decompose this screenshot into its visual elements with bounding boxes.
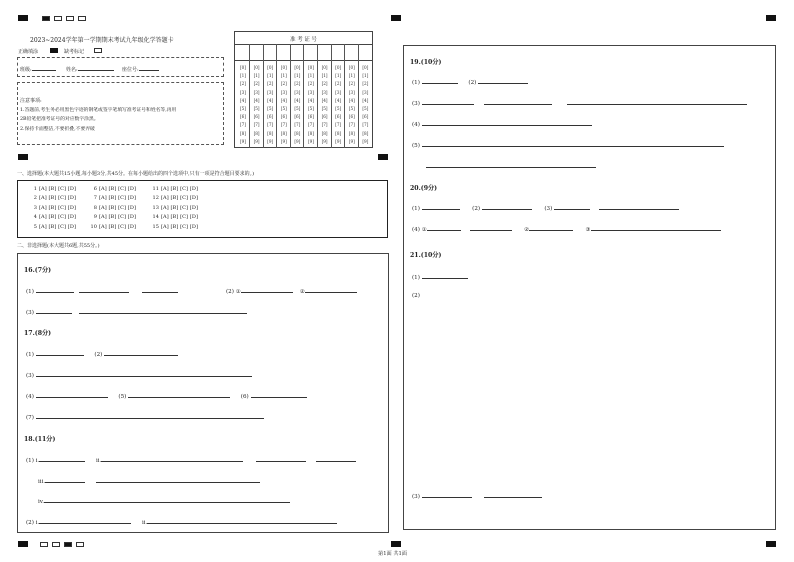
exam-id-bubble[interactable]: [0] xyxy=(267,65,274,70)
notice-line: 1.答题前,考生务必用黑色字迹的钢笔或签字笔填写准考证号和姓名等,再用 xyxy=(20,108,177,113)
q19-part1[interactable]: (1) (2) xyxy=(412,78,528,86)
alignment-mark xyxy=(766,15,776,21)
exam-id-bubble[interactable]: [6] xyxy=(253,114,260,120)
exam-id-bubble[interactable]: [2] xyxy=(280,81,287,87)
mc-question-row[interactable] xyxy=(30,186,76,192)
mc-options[interactable]: [A] [B] [C] [D] xyxy=(39,204,76,211)
exam-id-bubble[interactable]: [2] xyxy=(267,81,274,87)
exam-id-bubble[interactable]: [5] xyxy=(253,106,260,112)
exam-id-bubble[interactable]: [5] xyxy=(362,106,369,112)
exam-id-digit-column[interactable] xyxy=(346,64,358,146)
q20-part1[interactable]: (1) (2) (3) xyxy=(412,204,679,212)
exam-id-bubble[interactable]: [7] xyxy=(308,122,314,128)
seat-label: 座位号: xyxy=(122,67,139,73)
exam-id-bubble[interactable]: [5] xyxy=(335,106,342,112)
page-marker xyxy=(40,542,48,547)
exam-id-bubble[interactable]: [4] xyxy=(348,97,355,103)
mc-question-number: 10 xyxy=(90,223,97,230)
exam-id-digit-column[interactable] xyxy=(237,64,249,146)
exam-id-bubble[interactable]: [8] xyxy=(294,130,301,136)
exam-id-bubble[interactable]: [3] xyxy=(348,89,355,95)
exam-id-bubble[interactable]: [3] xyxy=(308,89,314,95)
q19-part5-line2[interactable] xyxy=(426,162,596,170)
page-marker xyxy=(76,542,84,547)
correct-fill-sample xyxy=(50,48,58,53)
exam-id-bubble[interactable]: [7] xyxy=(335,122,342,128)
mc-options[interactable]: [A] [B] [C] [D] xyxy=(99,214,136,221)
alignment-mark xyxy=(391,541,401,547)
mc-question-row[interactable] xyxy=(30,224,76,230)
exam-id-digit-column[interactable] xyxy=(305,64,317,146)
exam-id-bubble[interactable]: [6] xyxy=(280,114,287,120)
mc-options[interactable]: [A] [B] [C] [D] xyxy=(39,195,76,202)
q19-part5[interactable]: (5) xyxy=(412,141,724,149)
exam-id-bubble[interactable]: [6] xyxy=(321,114,328,120)
q21-part1[interactable]: (1) xyxy=(412,273,468,281)
exam-id-title: 准 考 证 号 xyxy=(290,37,317,43)
exam-id-bubble[interactable]: [5] xyxy=(348,106,355,112)
notice-box xyxy=(17,82,224,145)
exam-id-bubble[interactable]: [8] xyxy=(240,130,246,136)
exam-id-bubble[interactable]: [1] xyxy=(348,73,355,79)
exam-id-bubble[interactable]: [7] xyxy=(253,122,260,128)
exam-id-bubble[interactable]: [8] xyxy=(280,130,287,136)
q20-heading: 20.(9分) xyxy=(410,185,438,192)
mc-question-row[interactable] xyxy=(152,195,198,201)
exam-id-bubble[interactable]: [4] xyxy=(335,97,342,103)
exam-id-bubble[interactable]: [9] xyxy=(321,138,328,144)
notice-line: 2.保持卡面整洁,不要折叠,不要弄破 xyxy=(20,127,95,132)
exam-id-bubble[interactable]: [5] xyxy=(321,106,328,112)
exam-id-bubble[interactable]: [3] xyxy=(294,89,301,95)
section2-title: 二、非选择题(本大题共6题,共55分。) xyxy=(17,243,100,249)
class-field[interactable] xyxy=(20,65,56,73)
exam-id-bubble[interactable]: [9] xyxy=(253,138,260,144)
exam-id-bubble[interactable]: [4] xyxy=(294,97,301,103)
exam-id-bubble[interactable]: [2] xyxy=(321,81,328,87)
mc-options[interactable]: [A] [B] [C] [D] xyxy=(161,214,198,221)
name-label: 姓名: xyxy=(66,67,78,73)
mc-question-row[interactable] xyxy=(90,186,136,192)
exam-id-bubble[interactable]: [1] xyxy=(280,73,287,79)
exam-id-bubble[interactable]: [5] xyxy=(267,106,274,112)
q18-part2[interactable]: (2) i. ii. xyxy=(26,518,337,526)
exam-id-bubble[interactable]: [8] xyxy=(335,130,342,136)
exam-id-bubble[interactable]: [9] xyxy=(240,138,246,144)
notice-title: 注意事项: xyxy=(20,98,42,104)
exam-id-bubble[interactable]: [7] xyxy=(240,122,246,128)
exam-id-bubble[interactable]: [9] xyxy=(267,138,274,144)
exam-id-bubble[interactable]: [9] xyxy=(280,138,287,144)
exam-id-bubble[interactable]: [1] xyxy=(362,73,369,79)
mc-question-number: 12 xyxy=(152,195,159,202)
exam-id-bubble[interactable]: [4] xyxy=(321,97,328,103)
exam-id-digit-column[interactable] xyxy=(332,64,344,146)
exam-id-digit-column[interactable] xyxy=(264,64,276,146)
mc-options[interactable]: [A] [B] [C] [D] xyxy=(99,195,136,202)
absent-label: 缺考标记 xyxy=(64,49,85,55)
q17-part1[interactable]: (1) (2) xyxy=(26,350,178,358)
exam-id-bubble[interactable]: [3] xyxy=(335,89,342,95)
exam-id-digit-column[interactable] xyxy=(251,64,263,146)
exam-id-bubble[interactable]: [4] xyxy=(240,97,246,103)
class-label: 班级: xyxy=(20,67,32,73)
q16-heading: 16.(7分) xyxy=(24,267,52,274)
q17-part7[interactable]: (7) xyxy=(26,413,264,421)
exam-id-bubble[interactable]: [1] xyxy=(240,73,246,79)
exam-id-bubble[interactable]: [5] xyxy=(240,106,246,112)
exam-id-bubble[interactable]: [7] xyxy=(321,122,328,128)
exam-id-bubble[interactable]: [8] xyxy=(267,130,274,136)
alignment-mark xyxy=(391,15,401,21)
exam-id-bubble[interactable]: [9] xyxy=(308,138,314,144)
mc-options[interactable]: [A] [B] [C] [D] xyxy=(161,204,198,211)
exam-id-bubble[interactable]: [0] xyxy=(308,65,314,70)
exam-id-digit-column[interactable] xyxy=(291,64,303,146)
exam-id-bubble[interactable]: [7] xyxy=(267,122,274,128)
exam-id-bubble[interactable]: [8] xyxy=(321,130,328,136)
exam-id-bubble[interactable]: [7] xyxy=(294,122,301,128)
exam-id-bubble[interactable]: [1] xyxy=(321,73,328,79)
exam-id-bubble[interactable]: [9] xyxy=(348,138,355,144)
exam-id-digit-column[interactable] xyxy=(278,64,290,146)
exam-id-bubble[interactable]: [1] xyxy=(308,73,314,79)
exam-id-bubble[interactable]: [0] xyxy=(240,65,246,70)
q16-part1[interactable]: (1) xyxy=(26,287,178,295)
mc-options[interactable]: [A] [B] [C] [D] xyxy=(39,186,76,192)
alignment-mark xyxy=(18,15,28,21)
exam-id-bubble[interactable]: [9] xyxy=(362,138,369,144)
exam-id-bubble[interactable]: [4] xyxy=(362,97,369,103)
exam-id-digit-column[interactable] xyxy=(319,64,331,146)
card-title: 2023~2024学年第一学期期末考试九年级化学答题卡 xyxy=(30,37,174,44)
exam-id-bubble[interactable]: [2] xyxy=(348,81,355,87)
mc-question-row[interactable] xyxy=(90,224,136,230)
exam-id-bubble[interactable]: [2] xyxy=(308,81,314,87)
page-marker-filled xyxy=(42,16,50,21)
absent-checkbox[interactable] xyxy=(94,48,102,53)
q17-part3[interactable]: (3) xyxy=(26,371,252,379)
exam-id-bubble[interactable]: [0] xyxy=(321,65,328,70)
exam-id-bubble[interactable]: [8] xyxy=(348,130,355,136)
exam-id-bubble[interactable]: [3] xyxy=(280,89,287,95)
q18-part1-iii[interactable]: iii. xyxy=(38,477,260,485)
exam-id-bubble[interactable]: [4] xyxy=(267,97,274,103)
mc-options[interactable]: [A] [B] [C] [D] xyxy=(99,223,136,230)
q19-part4[interactable]: (4) xyxy=(412,120,592,128)
mc-question-number: 5 xyxy=(33,223,37,230)
exam-id-bubble[interactable]: [4] xyxy=(308,97,314,103)
q18-part1-iv[interactable]: iv. xyxy=(38,497,290,505)
exam-id-bubble[interactable]: [5] xyxy=(308,106,314,112)
q18-part1[interactable]: (1) i. ii. xyxy=(26,456,356,464)
mc-question-number: 2 xyxy=(33,195,37,202)
exam-id-bubble[interactable]: [7] xyxy=(348,122,355,128)
exam-id-bubble[interactable]: [2] xyxy=(335,81,342,87)
exam-id-bubble[interactable]: [8] xyxy=(362,130,369,136)
exam-id-bubble[interactable]: [6] xyxy=(294,114,301,120)
exam-id-bubble[interactable]: [8] xyxy=(308,130,314,136)
exam-id-bubble[interactable]: [5] xyxy=(280,106,287,112)
exam-id-bubble[interactable]: [9] xyxy=(294,138,301,144)
mc-question-row[interactable] xyxy=(30,205,76,211)
mc-question-row[interactable] xyxy=(152,224,198,230)
exam-id-bubble[interactable]: [4] xyxy=(280,97,287,103)
mc-question-row[interactable] xyxy=(90,214,136,220)
mc-question-number: 1 xyxy=(33,186,37,192)
exam-id-bubble[interactable]: [6] xyxy=(335,114,342,120)
q17-part4[interactable]: (4) (5) (6) xyxy=(26,392,307,400)
name-field[interactable] xyxy=(66,65,114,73)
mc-question-row[interactable] xyxy=(152,205,198,211)
exam-id-bubble[interactable]: [6] xyxy=(267,114,274,120)
q21-heading: 21.(10分) xyxy=(410,252,442,259)
alignment-mark xyxy=(766,541,776,547)
exam-id-bubble[interactable]: [1] xyxy=(294,73,301,79)
exam-id-bubble[interactable]: [3] xyxy=(253,89,260,95)
mc-question-number: 7 xyxy=(93,195,97,202)
mc-question-row[interactable] xyxy=(90,195,136,201)
q21-part2: (2) xyxy=(412,293,420,299)
q20-part4[interactable]: (4) ① ② ③ xyxy=(412,225,721,233)
q16-part3[interactable]: (3) xyxy=(26,308,247,316)
mc-question-number: 6 xyxy=(93,186,97,192)
exam-id-bubble[interactable]: [3] xyxy=(321,89,328,95)
mc-question-number: 13 xyxy=(152,204,159,211)
exam-id-bubble[interactable]: [8] xyxy=(253,130,260,136)
q17-heading: 17.(8分) xyxy=(24,330,52,337)
exam-id-bubble[interactable]: [1] xyxy=(335,73,342,79)
mc-options[interactable]: [A] [B] [C] [D] xyxy=(161,186,198,192)
mc-options[interactable]: [A] [B] [C] [D] xyxy=(39,223,76,230)
exam-id-bubble[interactable]: [0] xyxy=(253,65,260,70)
exam-id-bubble[interactable]: [2] xyxy=(240,81,246,87)
page-marker xyxy=(52,542,60,547)
mc-question-row[interactable] xyxy=(90,205,136,211)
exam-id-bubble[interactable]: [2] xyxy=(294,81,301,87)
exam-id-bubble[interactable]: [6] xyxy=(362,114,369,120)
mc-question-row[interactable] xyxy=(30,195,76,201)
exam-id-bubble[interactable]: [2] xyxy=(362,81,369,87)
mc-question-number: 9 xyxy=(93,214,97,221)
mc-question-row[interactable] xyxy=(30,214,76,220)
page-marker-filled xyxy=(64,542,72,547)
exam-id-bubble[interactable]: [6] xyxy=(348,114,355,120)
exam-id-bubble[interactable]: [3] xyxy=(362,89,369,95)
mc-options[interactable]: [A] [B] [C] [D] xyxy=(99,204,136,211)
exam-id-bubble[interactable]: [0] xyxy=(362,65,369,70)
q16-part2[interactable]: (2) ① ② xyxy=(226,287,357,295)
page-number: 第1面 共1面 xyxy=(378,551,407,557)
mc-question-number: 11 xyxy=(152,186,159,192)
exam-id-bubble[interactable]: [1] xyxy=(253,73,260,79)
mc-question-number: 14 xyxy=(152,214,159,221)
exam-id-digit-column[interactable] xyxy=(359,64,371,146)
seat-field[interactable] xyxy=(122,65,159,73)
q18-heading: 18.(11分) xyxy=(24,436,56,443)
mc-question-row[interactable] xyxy=(152,186,198,192)
exam-id-bubble[interactable]: [7] xyxy=(280,122,287,128)
exam-id-bubble[interactable]: [0] xyxy=(348,65,355,70)
mc-question-number: 15 xyxy=(152,223,159,230)
mc-question-row[interactable] xyxy=(152,214,198,220)
q21-part3[interactable]: (3) xyxy=(412,492,542,500)
mc-options[interactable]: [A] [B] [C] [D] xyxy=(39,214,76,221)
exam-id-bubble[interactable]: [3] xyxy=(267,89,274,95)
mc-question-number: 8 xyxy=(93,204,97,211)
mc-options[interactable]: [A] [B] [C] [D] xyxy=(99,186,136,192)
notice-line: 2B铅笔把准考证号的对应数字涂黑。 xyxy=(20,117,99,122)
exam-id-bubble[interactable]: [6] xyxy=(308,114,314,120)
exam-id-bubble[interactable]: [4] xyxy=(253,97,260,103)
alignment-mark xyxy=(378,154,388,160)
q19-heading: 19.(10分) xyxy=(410,59,442,66)
mc-question-number: 4 xyxy=(33,214,37,221)
page-marker xyxy=(66,16,74,21)
mc-options[interactable]: [A] [B] [C] [D] xyxy=(161,195,198,202)
exam-id-bubble[interactable]: [1] xyxy=(267,73,274,79)
page-marker xyxy=(54,16,62,21)
alignment-mark xyxy=(18,541,28,547)
page-marker xyxy=(78,16,86,21)
exam-id-bubble[interactable]: [7] xyxy=(362,122,369,128)
correct-fill-label: 正确填涂 xyxy=(18,49,39,55)
q19-21-answer-box xyxy=(403,45,776,530)
exam-id-bubble[interactable]: [2] xyxy=(253,81,260,87)
exam-id-bubble[interactable]: [9] xyxy=(335,138,342,144)
exam-id-bubble[interactable]: [0] xyxy=(335,65,342,70)
exam-id-bubble[interactable]: [5] xyxy=(294,106,301,112)
exam-id-bubble[interactable]: [0] xyxy=(294,65,301,70)
mc-question-number: 3 xyxy=(33,204,37,211)
mc-options[interactable]: [A] [B] [C] [D] xyxy=(161,223,198,230)
q19-part3[interactable]: (3) xyxy=(412,99,747,107)
exam-id-bubble[interactable]: [3] xyxy=(240,89,246,95)
alignment-mark xyxy=(18,154,28,160)
exam-id-bubble[interactable]: [6] xyxy=(240,114,246,120)
exam-id-bubble[interactable]: [0] xyxy=(280,65,287,70)
section1-title: 一、选择题(本大题共15小题,每小题3分,共45分。在每小题给出的四个选项中,只有一项是符合题目要求的。) xyxy=(17,171,255,177)
